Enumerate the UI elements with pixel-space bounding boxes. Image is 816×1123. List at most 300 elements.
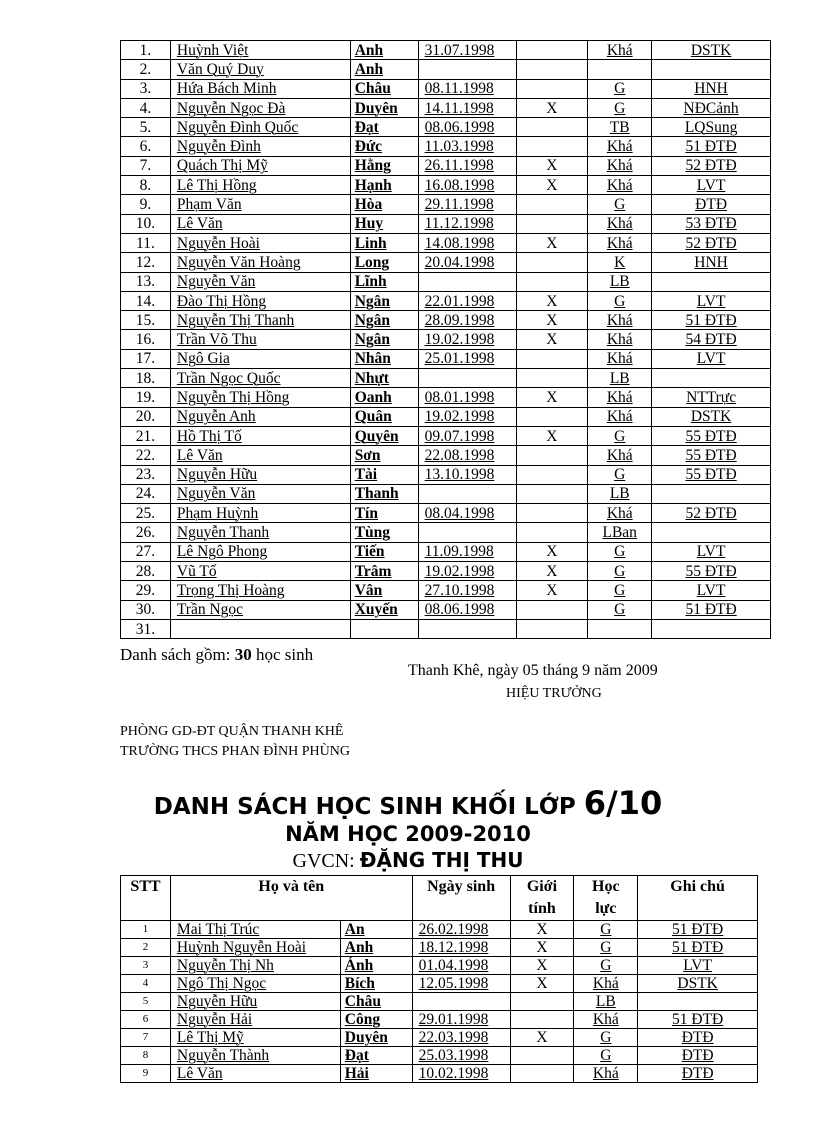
table-row: [121, 349, 771, 368]
cell-rank: G: [588, 581, 652, 600]
cell-rank: G: [588, 195, 652, 214]
table-row: [121, 233, 771, 252]
cell-rank: G: [574, 939, 638, 957]
cell-gender: [516, 195, 588, 214]
cell-rank: K: [588, 253, 652, 272]
cell-last-name: Đạt: [350, 118, 418, 137]
cell-last-name: Thanh: [350, 484, 418, 503]
cell-first-name: Đào Thị Hồng: [170, 291, 350, 310]
cell-note: 52 ĐTĐ: [652, 233, 771, 252]
cell-dob: 22.01.1998: [418, 291, 516, 310]
table-row: [121, 79, 771, 98]
cell-note: ĐTĐ: [638, 1047, 758, 1065]
table-row: [121, 504, 771, 523]
table-row: [121, 137, 771, 156]
cell-note: DSTK: [652, 41, 771, 60]
cell-rank: LB: [588, 272, 652, 291]
cell-note: 55 ĐTĐ: [652, 426, 771, 445]
cell-note: [652, 60, 771, 79]
cell-note: ĐTĐ: [638, 1065, 758, 1083]
cell-gender: [516, 446, 588, 465]
cell-last-name: Quân: [350, 407, 418, 426]
cell-rank: Khá: [588, 446, 652, 465]
cell-first-name: Hứa Bách Minh: [170, 79, 350, 98]
cell-gender: X: [516, 311, 588, 330]
cell-first-name: Phạm Huỳnh: [170, 504, 350, 523]
cell-first-name: Mai Thị Trúc: [170, 921, 340, 939]
table-row: [121, 253, 771, 272]
cell-last-name: Duyên: [340, 1029, 412, 1047]
column-header-gender: Giới tính: [510, 876, 574, 921]
cell-first-name: Nguyễn Hữu: [170, 465, 350, 484]
cell-note: 51 ĐTĐ: [638, 939, 758, 957]
cell-rank: G: [588, 465, 652, 484]
cell-stt: 7.: [121, 156, 171, 175]
cell-last-name: Oanh: [350, 388, 418, 407]
cell-dob: 19.02.1998: [418, 330, 516, 349]
table-row: [121, 118, 771, 137]
cell-last-name: Tiến: [350, 542, 418, 561]
table-row: [121, 330, 771, 349]
cell-rank: Khá: [574, 1065, 638, 1083]
cell-dob: 08.04.1998: [418, 504, 516, 523]
cell-first-name: Trần Ngọc Quốc: [170, 369, 350, 388]
cell-dob: 25.03.1998: [412, 1047, 510, 1065]
cell-dob: 14.08.1998: [418, 233, 516, 252]
cell-gender: [510, 1047, 574, 1065]
cell-rank: Khá: [588, 407, 652, 426]
cell-last-name: Anh: [340, 939, 412, 957]
cell-note: 51 ĐTĐ: [652, 600, 771, 619]
cell-gender: [510, 1065, 574, 1083]
class-name: 6/10: [583, 784, 663, 822]
department-name: PHÒNG GD-ĐT QUẬN THANH KHÊ: [120, 724, 344, 739]
cell-last-name: Châu: [350, 79, 418, 98]
cell-dob: 10.02.1998: [412, 1065, 510, 1083]
student-table: [120, 875, 758, 1083]
cell-rank: G: [574, 1029, 638, 1047]
cell-rank: TB: [588, 118, 652, 137]
table-row: [121, 1011, 758, 1029]
cell-last-name: Anh: [350, 60, 418, 79]
cell-rank: [588, 60, 652, 79]
cell-last-name: Hằng: [350, 156, 418, 175]
cell-last-name: Hòa: [350, 195, 418, 214]
cell-gender: [516, 41, 588, 60]
cell-stt: 8: [121, 1047, 171, 1065]
cell-last-name: Ngân: [350, 311, 418, 330]
cell-rank: Khá: [588, 330, 652, 349]
cell-rank: G: [574, 921, 638, 939]
student-count-summary: Danh sách gồm: 30 học sinh: [120, 645, 314, 664]
cell-first-name: Nguyễn Đình Quốc: [170, 118, 350, 137]
cell-gender: [516, 504, 588, 523]
cell-stt: 27.: [121, 542, 171, 561]
cell-dob: 08.06.1998: [418, 118, 516, 137]
cell-last-name: Đức: [350, 137, 418, 156]
school-year: NĂM HỌC 2009-2010: [285, 822, 531, 846]
cell-last-name: Hải: [340, 1065, 412, 1083]
cell-note: [652, 369, 771, 388]
table-row: [121, 291, 771, 310]
cell-gender: [516, 349, 588, 368]
table-row: [121, 195, 771, 214]
cell-dob: 19.02.1998: [418, 562, 516, 581]
cell-first-name: Nguyễn Thành: [170, 1047, 340, 1065]
cell-rank: Khá: [588, 233, 652, 252]
cell-dob: 20.04.1998: [418, 253, 516, 272]
cell-first-name: Huỳnh Việt: [170, 41, 350, 60]
table-row: [121, 993, 758, 1011]
cell-dob: [418, 369, 516, 388]
cell-stt: 19.: [121, 388, 171, 407]
cell-stt: 24.: [121, 484, 171, 503]
table-row: [121, 98, 771, 117]
cell-dob: 29.01.1998: [412, 1011, 510, 1029]
cell-dob: [418, 523, 516, 542]
cell-stt: 29.: [121, 581, 171, 600]
cell-dob: 13.10.1998: [418, 465, 516, 484]
cell-last-name: Hạnh: [350, 176, 418, 195]
cell-stt: 5: [121, 993, 171, 1011]
cell-gender: X: [516, 233, 588, 252]
cell-dob: 25.01.1998: [418, 349, 516, 368]
cell-dob: [418, 272, 516, 291]
cell-rank: G: [574, 1047, 638, 1065]
cell-note: LVT: [652, 542, 771, 561]
cell-last-name: Nhựt: [350, 369, 418, 388]
cell-last-name: Công: [340, 1011, 412, 1029]
cell-dob: [418, 619, 516, 638]
cell-rank: Khá: [574, 1011, 638, 1029]
cell-note: LVT: [638, 957, 758, 975]
cell-stt: 22.: [121, 446, 171, 465]
cell-first-name: Trần Ngọc: [170, 600, 350, 619]
cell-stt: 11.: [121, 233, 171, 252]
cell-dob: [412, 993, 510, 1011]
cell-rank: Khá: [588, 388, 652, 407]
table-row: [121, 465, 771, 484]
cell-last-name: Linh: [350, 233, 418, 252]
school-name: TRƯỜNG THCS PHAN ĐÌNH PHÙNG: [120, 744, 350, 759]
cell-note: LVT: [652, 581, 771, 600]
cell-note: NTTrực: [652, 388, 771, 407]
cell-stt: 3.: [121, 79, 171, 98]
cell-note: HNH: [652, 79, 771, 98]
cell-stt: 5.: [121, 118, 171, 137]
cell-last-name: Long: [350, 253, 418, 272]
cell-first-name: Huỳnh Nguyễn Hoài: [170, 939, 340, 957]
cell-gender: X: [516, 426, 588, 445]
cell-note: 55 ĐTĐ: [652, 562, 771, 581]
cell-dob: 01.04.1998: [412, 957, 510, 975]
table-row: [121, 1047, 758, 1065]
cell-gender: [516, 137, 588, 156]
cell-gender: [516, 465, 588, 484]
cell-rank: Khá: [574, 975, 638, 993]
cell-last-name: Huy: [350, 214, 418, 233]
cell-first-name: Nguyễn Anh: [170, 407, 350, 426]
cell-dob: 19.02.1998: [418, 407, 516, 426]
cell-last-name: Ngân: [350, 291, 418, 310]
cell-dob: [418, 484, 516, 503]
cell-first-name: Nguyễn Thị Hồng: [170, 388, 350, 407]
cell-note: 52 ĐTĐ: [652, 156, 771, 175]
cell-note: [638, 993, 758, 1011]
cell-stt: 8.: [121, 176, 171, 195]
cell-rank: LB: [574, 993, 638, 1011]
cell-gender: [516, 253, 588, 272]
cell-gender: [510, 993, 574, 1011]
cell-dob: 29.11.1998: [418, 195, 516, 214]
student-table-continued: [120, 40, 771, 639]
cell-stt: 6.: [121, 137, 171, 156]
cell-dob: 31.07.1998: [418, 41, 516, 60]
cell-dob: 08.01.1998: [418, 388, 516, 407]
table-row: [121, 975, 758, 993]
cell-note: LVT: [652, 349, 771, 368]
cell-stt: 30.: [121, 600, 171, 619]
cell-rank: Khá: [588, 214, 652, 233]
cell-stt: 21.: [121, 426, 171, 445]
cell-stt: 4.: [121, 98, 171, 117]
cell-note: LVT: [652, 291, 771, 310]
cell-dob: 22.08.1998: [418, 446, 516, 465]
cell-note: NĐCảnh: [652, 98, 771, 117]
table-row: [121, 523, 771, 542]
cell-first-name: Nguyễn Hữu: [170, 993, 340, 1011]
cell-first-name: Nguyễn Thị Thanh: [170, 311, 350, 330]
cell-stt: 9: [121, 1065, 171, 1083]
cell-first-name: Nguyễn Thị Nh: [170, 957, 340, 975]
table-row: [121, 957, 758, 975]
cell-stt: 3: [121, 957, 171, 975]
cell-first-name: Nguyễn Hoài: [170, 233, 350, 252]
cell-last-name: Xuyến: [350, 600, 418, 619]
column-header-note: Ghi chú: [638, 876, 758, 921]
table-header-row: [121, 876, 758, 921]
cell-note: DSTK: [638, 975, 758, 993]
table-row: [121, 484, 771, 503]
cell-first-name: Phạm Văn: [170, 195, 350, 214]
cell-rank: G: [588, 600, 652, 619]
cell-note: DSTK: [652, 407, 771, 426]
cell-first-name: Trần Võ Thu: [170, 330, 350, 349]
cell-note: [652, 523, 771, 542]
cell-gender: [516, 369, 588, 388]
cell-rank: G: [588, 426, 652, 445]
cell-rank: G: [588, 542, 652, 561]
cell-note: LQSung: [652, 118, 771, 137]
cell-rank: G: [588, 98, 652, 117]
cell-dob: 26.02.1998: [412, 921, 510, 939]
cell-gender: X: [516, 388, 588, 407]
cell-stt: 15.: [121, 311, 171, 330]
cell-note: 52 ĐTĐ: [652, 504, 771, 523]
cell-stt: 31.: [121, 619, 171, 638]
cell-note: 51 ĐTĐ: [638, 921, 758, 939]
cell-stt: 20.: [121, 407, 171, 426]
table-row: [121, 581, 771, 600]
cell-first-name: Ngô Gia: [170, 349, 350, 368]
cell-first-name: Lê Ngô Phong: [170, 542, 350, 561]
cell-gender: X: [516, 156, 588, 175]
cell-note: [652, 484, 771, 503]
cell-first-name: Nguyễn Hải: [170, 1011, 340, 1029]
cell-last-name: Tùng: [350, 523, 418, 542]
cell-note: 53 ĐTĐ: [652, 214, 771, 233]
cell-gender: [516, 60, 588, 79]
cell-last-name: Anh: [350, 41, 418, 60]
cell-stt: 17.: [121, 349, 171, 368]
cell-stt: 16.: [121, 330, 171, 349]
cell-stt: 1: [121, 921, 171, 939]
cell-dob: [418, 60, 516, 79]
cell-stt: 14.: [121, 291, 171, 310]
cell-dob: 22.03.1998: [412, 1029, 510, 1047]
cell-gender: [516, 600, 588, 619]
cell-first-name: Lê Văn: [170, 214, 350, 233]
cell-stt: 18.: [121, 369, 171, 388]
cell-gender: [516, 214, 588, 233]
cell-note: 55 ĐTĐ: [652, 446, 771, 465]
cell-rank: G: [574, 957, 638, 975]
table-row: [121, 542, 771, 561]
table-row: [121, 388, 771, 407]
cell-last-name: Nhân: [350, 349, 418, 368]
cell-stt: 1.: [121, 41, 171, 60]
signature-place-date: Thanh Khê, ngày 05 tháng 9 năm 2009: [408, 662, 658, 679]
column-header-rank: Học lực: [574, 876, 638, 921]
cell-rank: Khá: [588, 137, 652, 156]
column-header-dob: Ngày sinh: [412, 876, 510, 921]
cell-gender: X: [510, 1029, 574, 1047]
cell-rank: G: [588, 562, 652, 581]
cell-dob: 11.03.1998: [418, 137, 516, 156]
cell-first-name: [170, 619, 350, 638]
cell-last-name: Bích: [340, 975, 412, 993]
cell-stt: 2.: [121, 60, 171, 79]
table-row: [121, 156, 771, 175]
cell-rank: Khá: [588, 349, 652, 368]
table-row: [121, 369, 771, 388]
cell-gender: X: [516, 98, 588, 117]
table-row: [121, 60, 771, 79]
cell-rank: G: [588, 291, 652, 310]
cell-first-name: Nguyễn Văn: [170, 484, 350, 503]
cell-rank: Khá: [588, 176, 652, 195]
cell-gender: X: [510, 975, 574, 993]
cell-rank: LBan: [588, 523, 652, 542]
cell-note: 51 ĐTĐ: [638, 1011, 758, 1029]
cell-gender: X: [516, 330, 588, 349]
cell-gender: X: [516, 581, 588, 600]
cell-note: 51 ĐTĐ: [652, 311, 771, 330]
cell-rank: Khá: [588, 156, 652, 175]
cell-note: ĐTĐ: [652, 195, 771, 214]
cell-gender: X: [516, 176, 588, 195]
cell-first-name: Hồ Thị Tố: [170, 426, 350, 445]
cell-rank: Khá: [588, 311, 652, 330]
cell-gender: [516, 619, 588, 638]
cell-dob: 16.08.1998: [418, 176, 516, 195]
table-row: [121, 41, 771, 60]
cell-first-name: Nguyễn Thanh: [170, 523, 350, 542]
cell-dob: 09.07.1998: [418, 426, 516, 445]
table-row: [121, 939, 758, 957]
cell-note: 55 ĐTĐ: [652, 465, 771, 484]
cell-last-name: Lĩnh: [350, 272, 418, 291]
cell-note: 51 ĐTĐ: [652, 137, 771, 156]
cell-first-name: Nguyễn Văn Hoàng: [170, 253, 350, 272]
cell-rank: [588, 619, 652, 638]
table-row: [121, 1065, 758, 1083]
cell-dob: 11.12.1998: [418, 214, 516, 233]
cell-first-name: Lê Văn: [170, 446, 350, 465]
column-header-name: Họ và tên: [170, 876, 412, 921]
cell-last-name: Đạt: [340, 1047, 412, 1065]
cell-dob: 14.11.1998: [418, 98, 516, 117]
cell-gender: [516, 118, 588, 137]
table-row: [121, 311, 771, 330]
cell-stt: 4: [121, 975, 171, 993]
cell-first-name: Ngô Thị Ngọc: [170, 975, 340, 993]
cell-stt: 25.: [121, 504, 171, 523]
cell-stt: 23.: [121, 465, 171, 484]
cell-last-name: Châu: [340, 993, 412, 1011]
table-row: [121, 176, 771, 195]
cell-note: 54 ĐTĐ: [652, 330, 771, 349]
cell-gender: X: [516, 291, 588, 310]
cell-stt: 9.: [121, 195, 171, 214]
cell-stt: 10.: [121, 214, 171, 233]
cell-dob: 08.06.1998: [418, 600, 516, 619]
cell-last-name: Tài: [350, 465, 418, 484]
cell-last-name: Quyên: [350, 426, 418, 445]
cell-dob: 18.12.1998: [412, 939, 510, 957]
cell-last-name: Ánh: [340, 957, 412, 975]
cell-gender: [516, 79, 588, 98]
table-row: [121, 272, 771, 291]
cell-gender: [516, 407, 588, 426]
cell-note: HNH: [652, 253, 771, 272]
column-header-stt: STT: [121, 876, 171, 921]
signature-role: HIỆU TRƯỞNG: [506, 686, 602, 701]
cell-first-name: Văn Quý Duy: [170, 60, 350, 79]
cell-stt: 28.: [121, 562, 171, 581]
cell-rank: LB: [588, 369, 652, 388]
cell-gender: X: [510, 957, 574, 975]
cell-dob: 11.09.1998: [418, 542, 516, 561]
page-title: DANH SÁCH HỌC SINH KHỐI LỚP 6/10: [153, 784, 663, 822]
cell-stt: 2: [121, 939, 171, 957]
cell-last-name: Sơn: [350, 446, 418, 465]
cell-last-name: Vân: [350, 581, 418, 600]
cell-dob: 28.09.1998: [418, 311, 516, 330]
cell-gender: X: [516, 542, 588, 561]
cell-stt: 26.: [121, 523, 171, 542]
cell-rank: G: [588, 79, 652, 98]
cell-first-name: Trọng Thị Hoàng: [170, 581, 350, 600]
cell-first-name: Lê Thị Hồng: [170, 176, 350, 195]
cell-last-name: [350, 619, 418, 638]
cell-last-name: Ngân: [350, 330, 418, 349]
cell-dob: 12.05.1998: [412, 975, 510, 993]
cell-stt: 6: [121, 1011, 171, 1029]
cell-note: [652, 272, 771, 291]
cell-gender: X: [510, 921, 574, 939]
cell-note: ĐTĐ: [638, 1029, 758, 1047]
